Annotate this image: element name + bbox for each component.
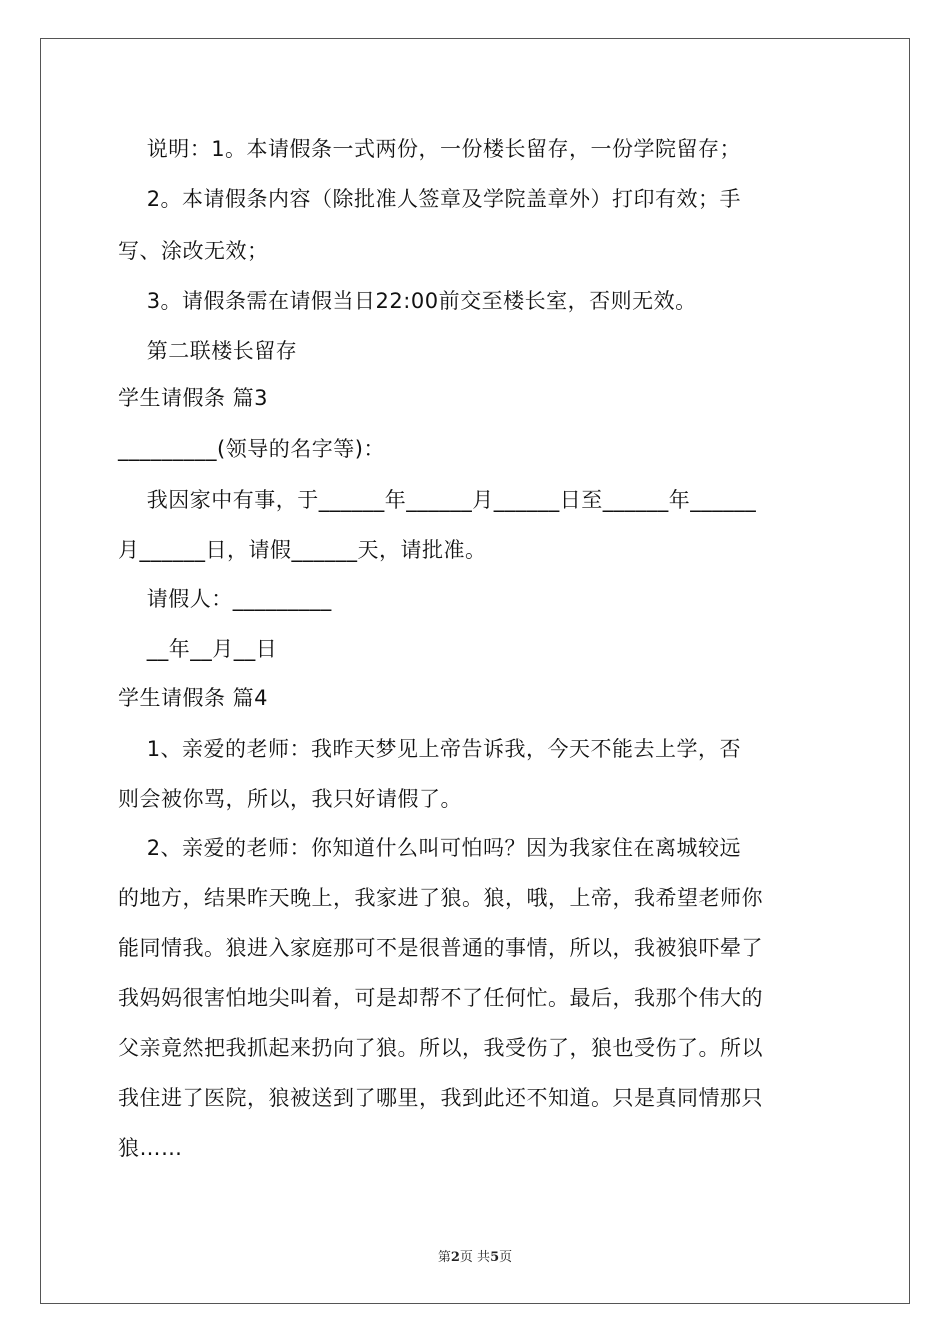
page-number-footer	[0, 1246, 950, 1265]
page-suffix: 页	[499, 1250, 513, 1265]
text-line: __年__月__日	[118, 637, 278, 661]
text-line: 3。请假条需在请假当日22:00前交至楼长室，否则无效。	[118, 289, 697, 313]
text-line: 则会被你骂，所以，我只好请假了。	[118, 787, 462, 811]
page-total: 5	[490, 1250, 500, 1265]
text-line: 狼……	[118, 1136, 183, 1160]
text-line: _________(领导的名字等)：	[118, 437, 385, 461]
text-line: 我住进了医院，狼被送到了哪里，我到此还不知道。只是真同情那只	[118, 1086, 763, 1110]
text-line: 写、涂改无效；	[118, 239, 269, 263]
text-line: 我妈妈很害怕地尖叫着，可是却帮不了任何忙。最后，我那个伟大的	[118, 986, 763, 1010]
section-heading: 学生请假条 篇3	[118, 386, 269, 410]
text-line: 第二联楼长留存	[118, 339, 298, 363]
text-line: 父亲竟然把我抓起来扔向了狼。所以，我受伤了，狼也受伤了。所以	[118, 1036, 763, 1060]
section-heading: 学生请假条 篇4	[118, 686, 269, 710]
page-mid: 页 共	[459, 1250, 491, 1265]
text-line: 能同情我。狼进入家庭那可不是很普通的事情，所以，我被狼吓晕了	[118, 936, 763, 960]
text-line: 的地方，结果昨天晚上，我家进了狼。狼，哦，上帝，我希望老师你	[118, 886, 763, 910]
text-line: 2、亲爱的老师：你知道什么叫可怕吗？因为我家住在离城较远	[118, 836, 742, 860]
text-line: 月______日，请假______天，请批准。	[118, 538, 487, 562]
page-prefix: 第	[437, 1250, 451, 1265]
page-border	[40, 38, 910, 1304]
text-line: 1、亲爱的老师：我昨天梦见上帝告诉我，今天不能去上学，否	[118, 737, 742, 761]
text-line: 说明：1。本请假条一式两份，一份楼长留存，一份学院留存；	[118, 137, 742, 161]
text-line: 2。本请假条内容（除批准人签章及学院盖章外）打印有效；手	[118, 187, 742, 211]
text-line: 请假人：_________	[118, 587, 332, 611]
text-line: 我因家中有事，于______年______月______日至______年______	[118, 488, 757, 512]
page-current: 2	[450, 1250, 460, 1265]
